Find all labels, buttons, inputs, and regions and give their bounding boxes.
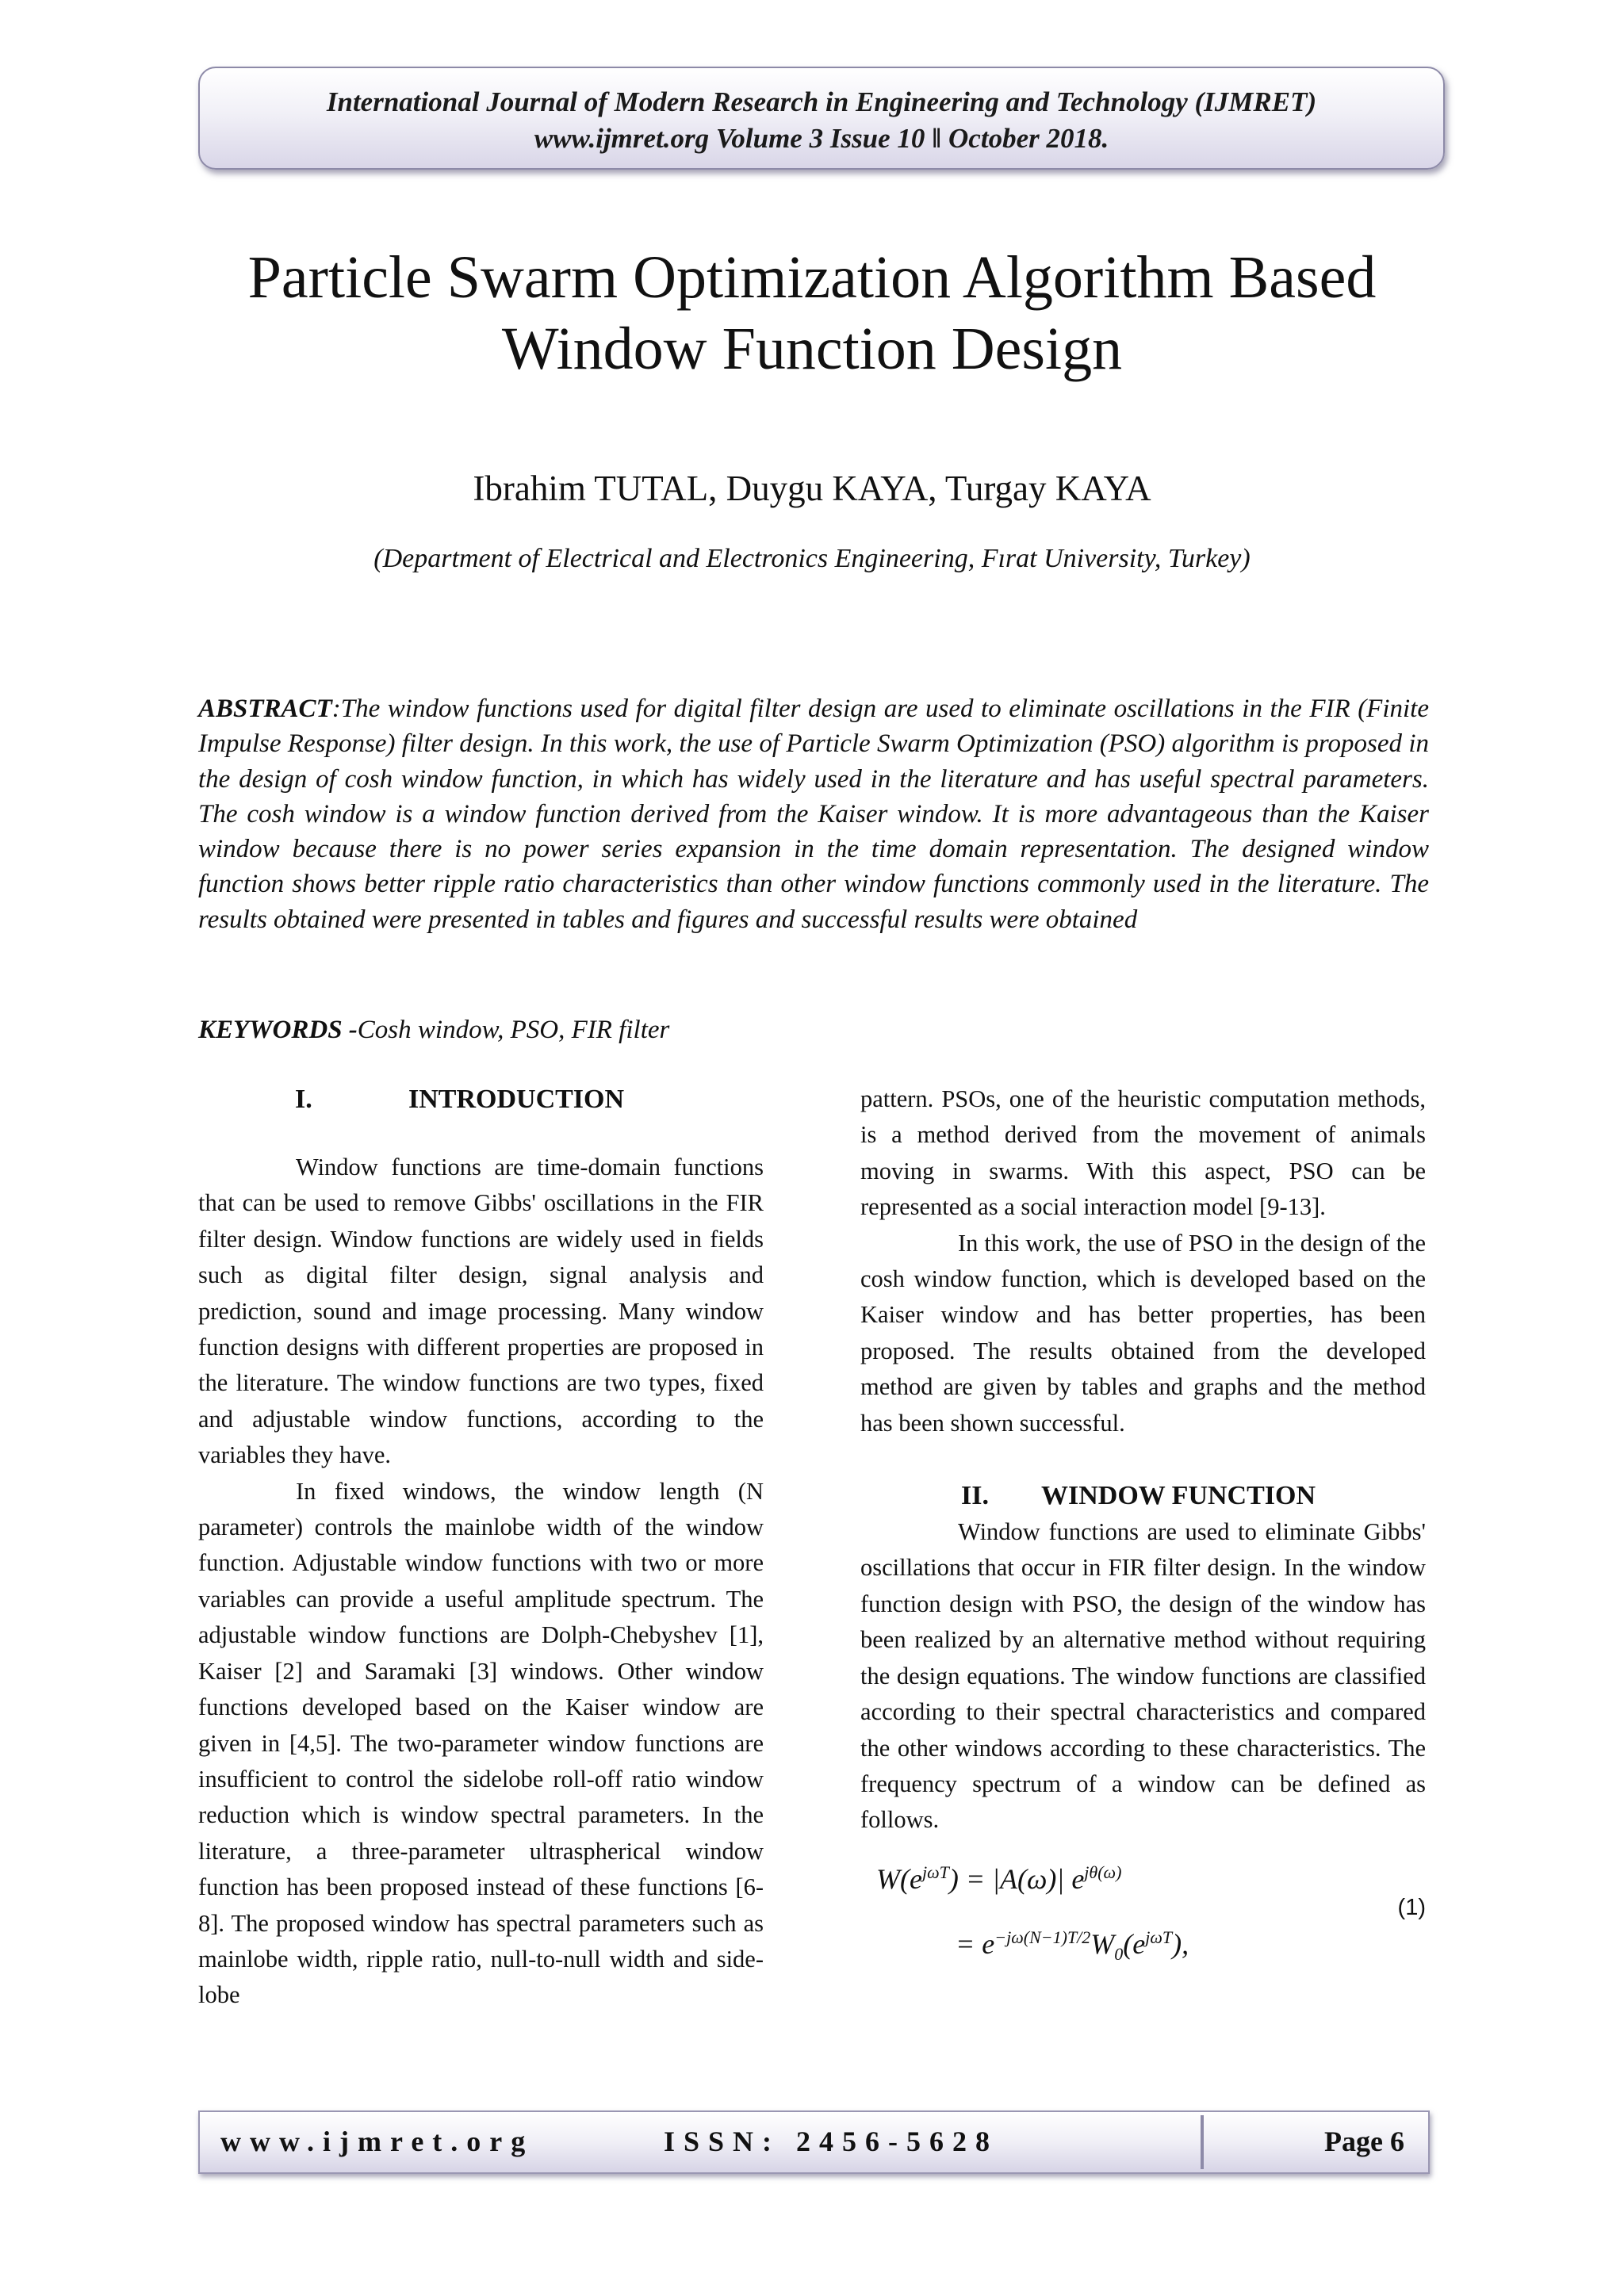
section-number: I. bbox=[295, 1085, 312, 1114]
equation-number: (1) bbox=[1397, 1894, 1426, 1920]
journal-header bbox=[198, 67, 1445, 170]
keywords bbox=[198, 1012, 1429, 1047]
left-column bbox=[198, 1081, 764, 2014]
keywords-label: KEYWORDS - bbox=[198, 1016, 358, 1044]
intro-paragraph-3: pattern. PSOs, one of the heuristic computation methods, is a method derived from the movement of animals moving in swarms. With this aspect, PSO can be represented as a social interaction model [9-13]. bbox=[860, 1085, 1426, 1221]
abstract bbox=[198, 691, 1429, 937]
affiliation: (Department of Electrical and Electronics Engineering, Fırat University, Turkey) bbox=[373, 544, 1251, 573]
footer-website: www.ijmret.org bbox=[220, 2126, 534, 2157]
section-title: WINDOW FUNCTION bbox=[1041, 1481, 1316, 1511]
window-function-paragraph: Window functions are used to eliminate Gibbs' oscillations that occur in FIR filter design. In the window function design with PSO, the design of the window has been realized by an alternative method without requiring the design equations. The window functions are classified according to their spectral characteristics and compared the other windows according to these characteristics. The frequency spectrum of a window can be defined as follows. bbox=[860, 1518, 1426, 1834]
page-footer bbox=[198, 2110, 1430, 2174]
journal-name: International Journal of Modern Research in Engineering and Technology (IJMRET) bbox=[326, 86, 1317, 117]
abstract-label: ABSTRACT bbox=[198, 695, 332, 723]
paper-title bbox=[119, 242, 1505, 385]
equation-line-2: = $e^{-j\omega(N-1)T/2}W_0(e^{j\omega T})$, bbox=[956, 1927, 1189, 1964]
section-heading-introduction bbox=[198, 1081, 764, 1118]
authors: Ibrahim TUTAL, Duygu KAYA, Turgay KAYA bbox=[473, 469, 1151, 508]
section-number: II. bbox=[961, 1481, 989, 1511]
journal-issue: www.ijmret.org Volume 3 Issue 10 ǁ October 2018. bbox=[534, 123, 1109, 154]
footer-issn: ISSN: 2456-5628 bbox=[664, 2126, 999, 2157]
keywords-text: Cosh window, PSO, FIR filter bbox=[357, 1016, 670, 1044]
abstract-text: :The window functions used for digital filter design are used to eliminate oscillations in the FIR (Finite Impulse Response) filter design. In this work, the use of Particle Swarm Optimization (PSO) algorithm is proposed in the design of cosh window function, in which has widely used in the literature and has useful spectral parameters. The cosh window is a window function derived from the Kaiser window. It is more advantageous than the Kaiser window because there is no power series expansion in the time domain representation. The designed window function shows better ripple ratio characteristics than other window functions commonly used in the literature. The results obtained were presented in tables and figures and successful results were obtained bbox=[198, 695, 1429, 934]
footer-divider bbox=[1201, 2115, 1204, 2169]
right-column bbox=[860, 1081, 1426, 1969]
intro-paragraph-4: In this work, the use of PSO in the design of the cosh window function, which is developed based on the Kaiser window and has better properties, has been proposed. The results obtained from the developed method are given by tables and graphs and the method has been shown successful. bbox=[860, 1229, 1426, 1437]
equation-1 bbox=[860, 1839, 1426, 1969]
footer-page-number: Page 6 bbox=[1324, 2126, 1404, 2157]
title-line-1: Particle Swarm Optimization Algorithm Based bbox=[247, 244, 1377, 311]
equation-line-1: $W(e^{j\omega T}) = |A(\omega)|$ $e^{j\theta(\omega)}$ bbox=[876, 1862, 1122, 1895]
intro-paragraph-2: In fixed windows, the window length (N parameter) controls the mainlobe width of the window function. Adjustable window functions with two or more variables can provide a useful amplitude spectrum. The adjustable window functions are Dolph-Chebyshev [1], Kaiser [2] and Saramaki [3] windows. Other window functions developed based on the Kaiser window are given in [4,5]. The two-parameter window functions are insufficient to control the sidelobe roll-off ratio window reduction which is window spectral parameters. In the literature, a three-parameter ultraspherical window function has been proposed instead of these functions [6-8]. The proposed window has spectral parameters such as mainlobe width, ripple ratio, null-to-null width and side-lobe bbox=[198, 1477, 764, 2009]
intro-paragraph-1: Window functions are time-domain functions that can be used to remove Gibbs' oscillations in the FIR filter design. Window functions are widely used in fields such as digital filter design, signal analysis and prediction, sound and image processing. Many window function designs with different properties are proposed in the literature. The window functions are two types, fixed and adjustable window functions, according to the variables they have. bbox=[198, 1154, 764, 1469]
section-title: INTRODUCTION bbox=[408, 1085, 625, 1114]
section-heading-window-function bbox=[860, 1478, 1426, 1514]
title-line-2: Window Function Design bbox=[501, 316, 1123, 382]
